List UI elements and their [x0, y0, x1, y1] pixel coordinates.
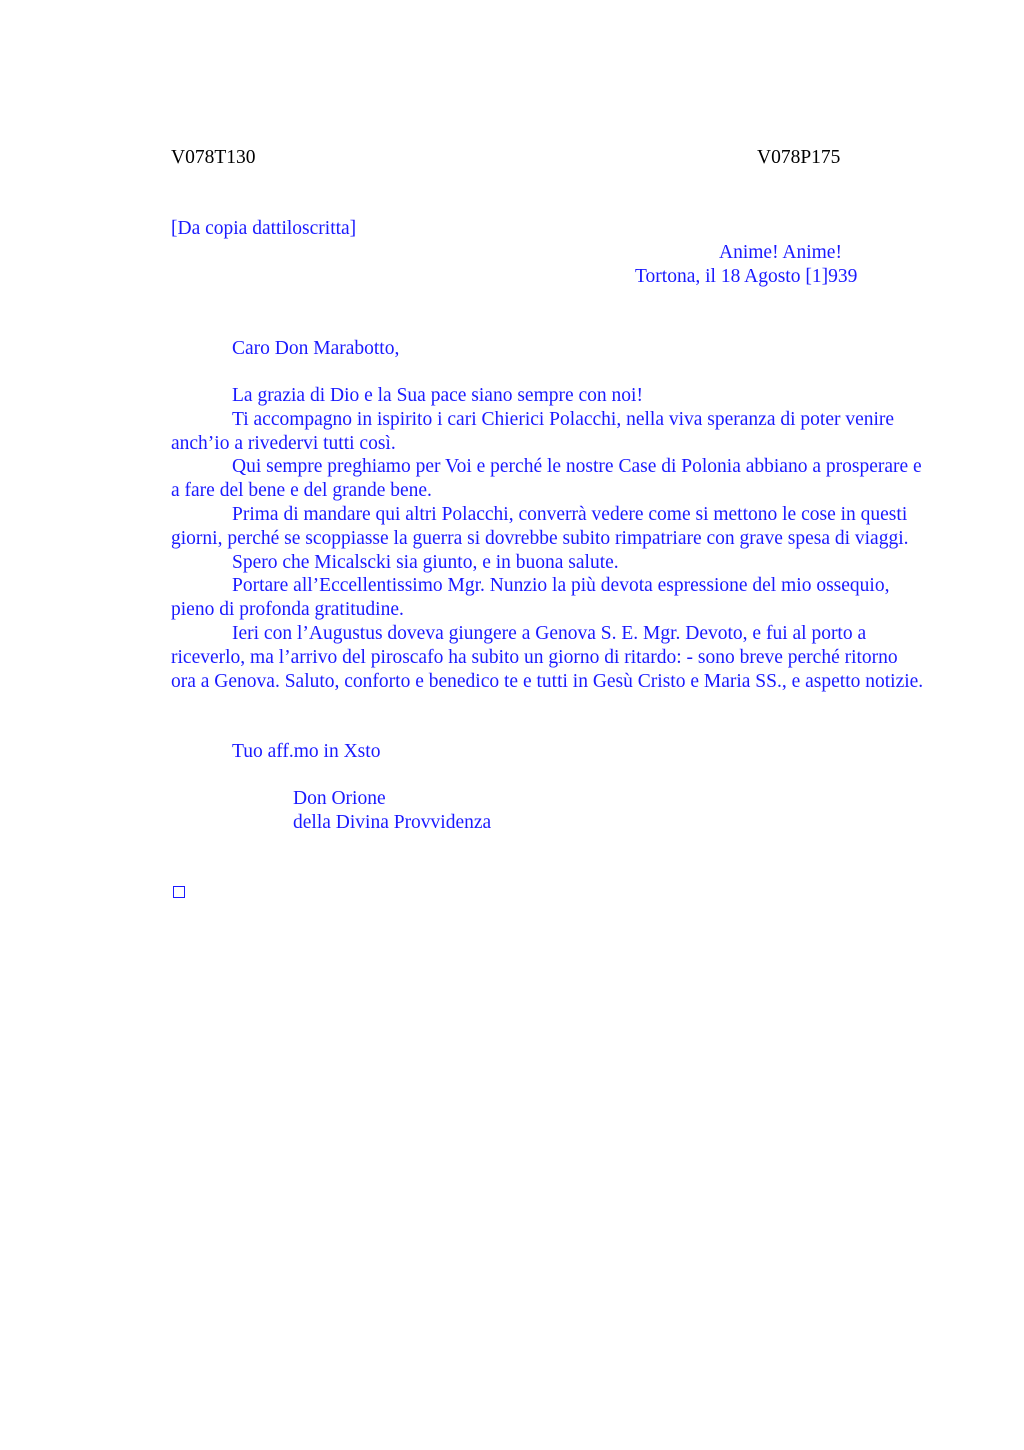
paragraph: La grazia di Dio e la Sua pace siano sempre con noi! [232, 385, 643, 406]
dateline: Tortona, il 18 Agosto [1]939 [635, 266, 858, 287]
document-code-left: V078T130 [171, 147, 256, 168]
paragraph: Prima di mandare qui altri Polacchi, converrà vedere come si mettono le cose in questi giorni, perché se scoppiasse la guerra si dovrebbe subito rimpatriare con grave spesa di viaggi. [171, 503, 909, 549]
motto: Anime! Anime! [719, 242, 842, 263]
source-note: [Da copia dattiloscritta] [171, 218, 357, 239]
end-marker-icon [173, 886, 185, 898]
paragraph: Ti accompagno in ispirito i cari Chierici Polacchi, nella viva speranza di poter venire anch’io a rivedervi tutti così. [171, 408, 895, 454]
paragraph: Ieri con l’Augustus doveva giungere a Genova S. E. Mgr. Devoto, e fui al porto a riceverlo, ma l’arrivo del piroscafo ha subito un giorno di ritardo: - sono breve perché ritorno ora a Genova. Saluto, conforto e benedico te e tutti in Gesù Cristo e Maria SS., e aspetto notizie. [171, 622, 924, 692]
signature-title: della Divina Provvidenza [293, 812, 492, 833]
paragraph: Portare all’Eccellentissimo Mgr. Nunzio la più devota espressione del mio ossequio, pieno di profonda gratitudine. [171, 575, 890, 621]
paragraph: Qui sempre preghiamo per Voi e perché le nostre Case di Polonia abbiano a prosperare e a fare del bene e del grande bene. [171, 456, 922, 502]
paragraph: Spero che Micalscki sia giunto, e in buona salute. [232, 551, 619, 573]
document-code-right: V078P175 [757, 147, 841, 168]
closing: Tuo aff.mo in Xsto [232, 741, 381, 762]
letter-body [171, 384, 927, 693]
signature-name: Don Orione [293, 788, 386, 809]
salutation: Caro Don Marabotto, [232, 338, 400, 359]
